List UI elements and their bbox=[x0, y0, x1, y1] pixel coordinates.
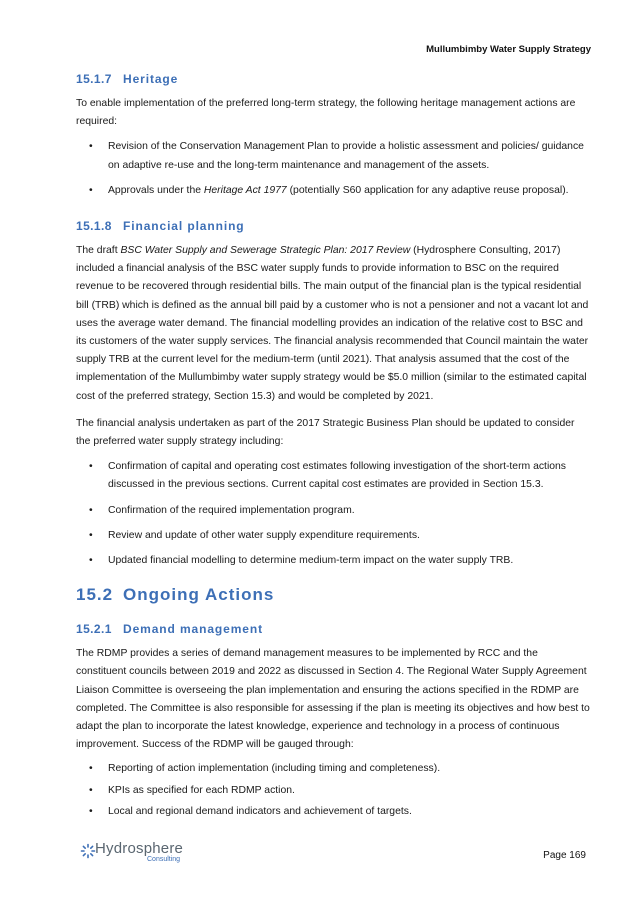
demand-paragraph: The RDMP provides a series of demand management measures to be implemented by RCC and the constituent councils between 2019 and 2022 as discussed in Section 4. The Regional Water Supply Agreement Liaison Committee is overseeing the plan implementation and ensuring the actions specified in the RDMP are completed. The Committee is also responsible for assessing if the plan is meeting its objectives and how best to adapt the plan to incorporate the latest knowledge, experience and technology in a process of continuous improvement. Success of the RDMP will be gauged through: bbox=[76, 648, 590, 751]
list-item: • Local and regional demand indicators and achievement of targets. bbox=[76, 803, 590, 821]
heritage-list bbox=[76, 138, 590, 200]
heritage-intro: To enable implementation of the preferred long-term strategy, the following heritage management actions are required: bbox=[76, 98, 576, 128]
list-item: • Updated financial modelling to determine medium-term impact on the water supply TRB. bbox=[76, 552, 590, 570]
financial-paragraph-2: The financial analysis undertaken as part of the 2017 Strategic Business Plan should be updated to consider the preferred water supply strategy including: bbox=[76, 417, 575, 448]
running-header: Mullumbimby Water Supply Strategy bbox=[426, 44, 591, 55]
page-body bbox=[76, 68, 590, 821]
logo-subtitle: Consulting bbox=[147, 856, 181, 863]
list-item: • Approvals under the Heritage Act 1977 (potentially S60 application for any adaptive reuse proposal). bbox=[76, 182, 590, 200]
demand-list bbox=[76, 760, 590, 821]
list-item: • Confirmation of the required implementation program. bbox=[76, 502, 590, 520]
list-item: • Confirmation of capital and operating cost estimates following investigation of the short-term actions discussed in the previous sections. Current capital cost estimates are provided in Section 15.3. bbox=[76, 458, 590, 494]
financial-list bbox=[76, 458, 590, 570]
heading-financial-planning: 15.1.8 Financial planning bbox=[76, 219, 245, 234]
heading-ongoing-actions: 15.2 Ongoing Actions bbox=[76, 585, 275, 605]
heading-heritage: 15.1.7 Heritage bbox=[76, 72, 179, 86]
list-item: • Revision of the Conservation Management Plan to provide a holistic assessment and policies/ guidance on adaptive re-use and the long-term maintenance and management of the assets. bbox=[76, 138, 590, 174]
financial-paragraph-1: The draft BSC Water Supply and Sewerage Strategic Plan: 2017 Review (Hydrosphere Consulting, 2017) included a financial analysis of the BSC water supply funds to provide information to BSC on the required revenue to be recovered through residential bills. The main output of the financial plan is the typical residential bill (TRB) which is defined as the annual bill paid by a customer who is not a pensioner and not a vacant lot and uses the average water demand. The financial modelling provides an indication of the relative cost to BSC and its customers of the water supply services. The financial analysis recommended that Council maintain the water supply TRB at the current level for the medium-term (until 2021). That analysis assumed that the cost of the implementation of the Mullumbimby water supply strategy would be $5.0 million (similar to the estimated capital cost of the preferred strategy, Section 15.3) and would be completed by 2021. bbox=[76, 245, 589, 402]
list-item: • Review and update of other water supply expenditure requirements. bbox=[76, 527, 590, 545]
sun-swirl-icon bbox=[80, 843, 96, 859]
list-item: • Reporting of action implementation (including timing and completeness). bbox=[76, 760, 590, 778]
heading-demand-management: 15.2.1 Demand management bbox=[76, 622, 263, 637]
page-number: Page 169 bbox=[543, 850, 586, 861]
logo-name: Hydrosphere bbox=[95, 840, 184, 857]
list-item: • KPIs as specified for each RDMP action. bbox=[76, 782, 590, 800]
